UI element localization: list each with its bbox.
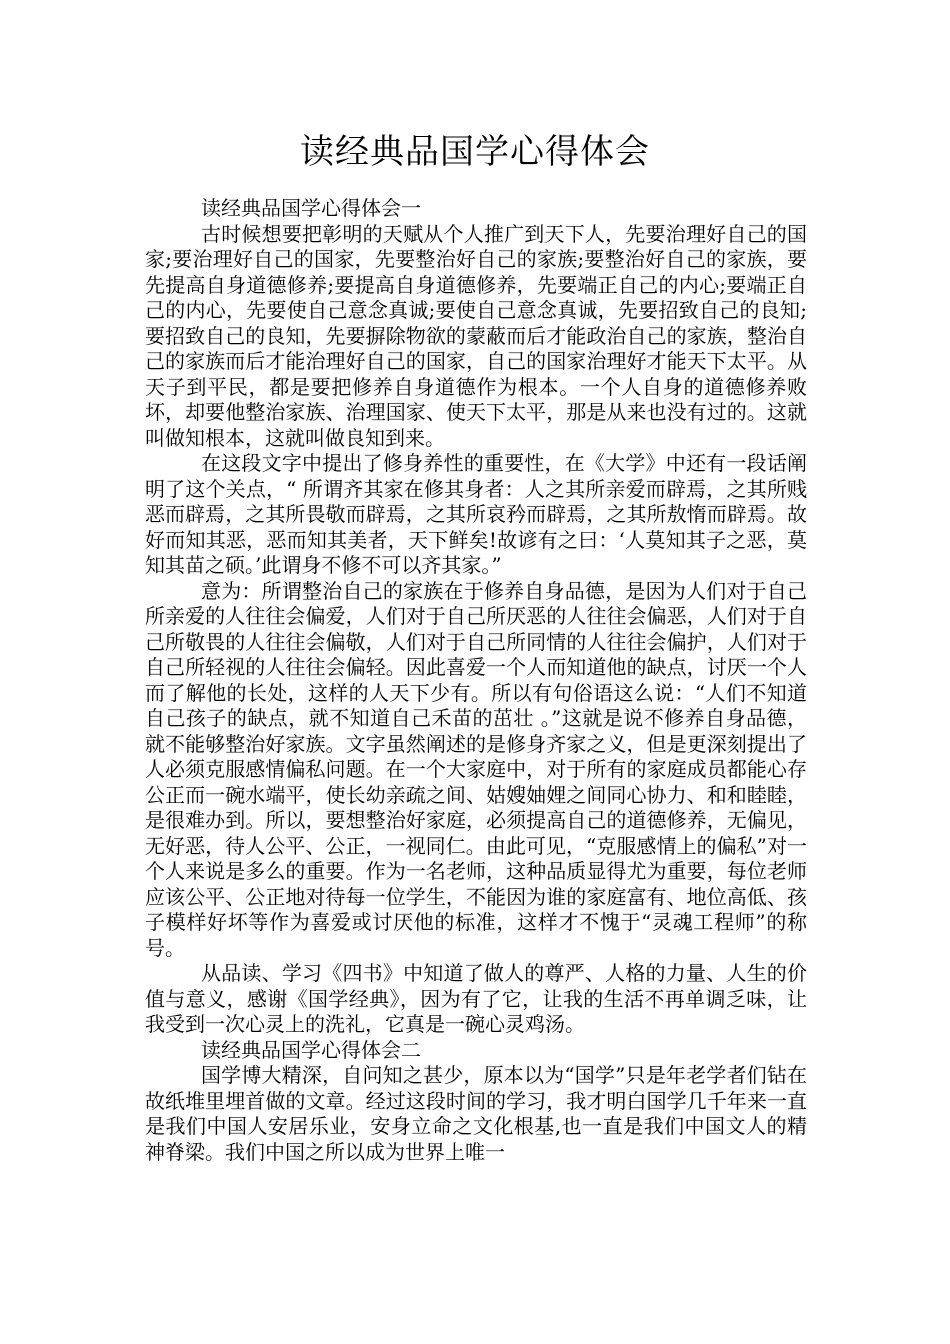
paragraph-4: 从品读、学习《四书》中知道了做人的尊严、人格的力量、人生的价值与意义，感谢《国学经典》，因为有了它，让我的生活不再单调乏味，让我受到一次心灵上的洗礼，它真是一碗心灵鸡汤。 — [145, 961, 807, 1036]
section-heading-2: 读经典品国学心得体会二 — [201, 1037, 421, 1062]
document-title: 读经典品国学心得体会 — [300, 132, 650, 172]
paragraph-2: 在这段文字中提出了修身养性的重要性，在《大学》中还有一段话阐明了这个关点，“ 所谓齐其家在修其身者：人之其所亲爱而辟焉，之其所贱恶而辟焉，之其所畏敬而辟焉，之其所哀矜而辟焉，之其所敖惰而辟焉。故好而知其恶，恶而知其美者，天下鲜矣!故谚有之曰：‘人莫知其子之恶，莫知其苗之硕。’此谓身不修不可以齐其家。” — [145, 451, 807, 577]
section-heading-1: 读经典品国学心得体会一 — [201, 196, 421, 220]
paragraph-5: 国学博大精深，自问知之甚少，原本以为“国学”只是年老学者们钻在故纸堆里埋首做的文章。经过这段时间的学习，我才明白国学几千年来一直是我们中国人安居乐业，安身立命之文化根基,也一直是我们中国文人的精神脊梁。我们中国之所以成为世界上唯一 — [145, 1063, 807, 1164]
paragraph-1: 古时候想要把彰明的天赋从个人推广到天下人，先要治理好自己的国家;要治理好自己的国家，先要整治好自己的家族;要整治好自己的家族，要先提高自身道德修养;要提高自身道德修养，先要端正自己的内心;要端正自己的内心，先要使自己意念真诚;要使自己意念真诚，先要招致自己的良知;要招致自己的良知，先要摒除物欲的蒙蔽而后才能政治自己的家族，整治自己的家族而后才能治理好自己的国家，自己的国家治理好才能天下太平。从天子到平民，都是要把修养自身道德作为根本。一个人自身的道德修养败坏，却要他整治家族、治理国家、使天下太平，那是从来也没有过的。这就叫做知根本，这就叫做良知到来。 — [145, 221, 807, 450]
document-body — [145, 196, 807, 1165]
paragraph-3: 意为：所谓整治自己的家族在于修养自身品德，是因为人们对于自己所亲爱的人往往会偏爱，人们对于自己所厌恶的人往往会偏恶，人们对于自己所敬畏的人往往会偏敬，人们对于自己所同情的人往往会偏护，人们对于自己所轻视的人往往会偏轻。因此喜爱一个人而知道他的缺点，讨厌一个人而了解他的长处，这样的人天下少有。所以有句俗语这么说：“人们不知道自己孩子的缺点，就不知道自己禾苗的茁壮 。”这就是说不修养自身品德，就不能够整治好家族。文字虽然阐述的是修身齐家之义，但是更深刻提出了人必须克服感情偏私问题。在一个大家庭中，对于所有的家庭成员都能心存公正而一碗水端平，使长幼亲疏之间、姑嫂妯娌之间同心协力、和和睦睦，是很难办到。所以，要想整治好家庭，必须提高自己的道德修养，无偏见，无好恶，待人公平、公正，一视同仁。由此可见，“克服感情上的偏私”对一个人来说是多么的重要。作为一名老师，这种品质显得尤为重要，每位老师应该公平、公正地对待每一位学生，不能因为谁的家庭富有、地位高低、孩子模样好坏等作为喜爱或讨厌他的标准，这样才不愧于“灵魂工程师”的称号。 — [145, 578, 807, 960]
